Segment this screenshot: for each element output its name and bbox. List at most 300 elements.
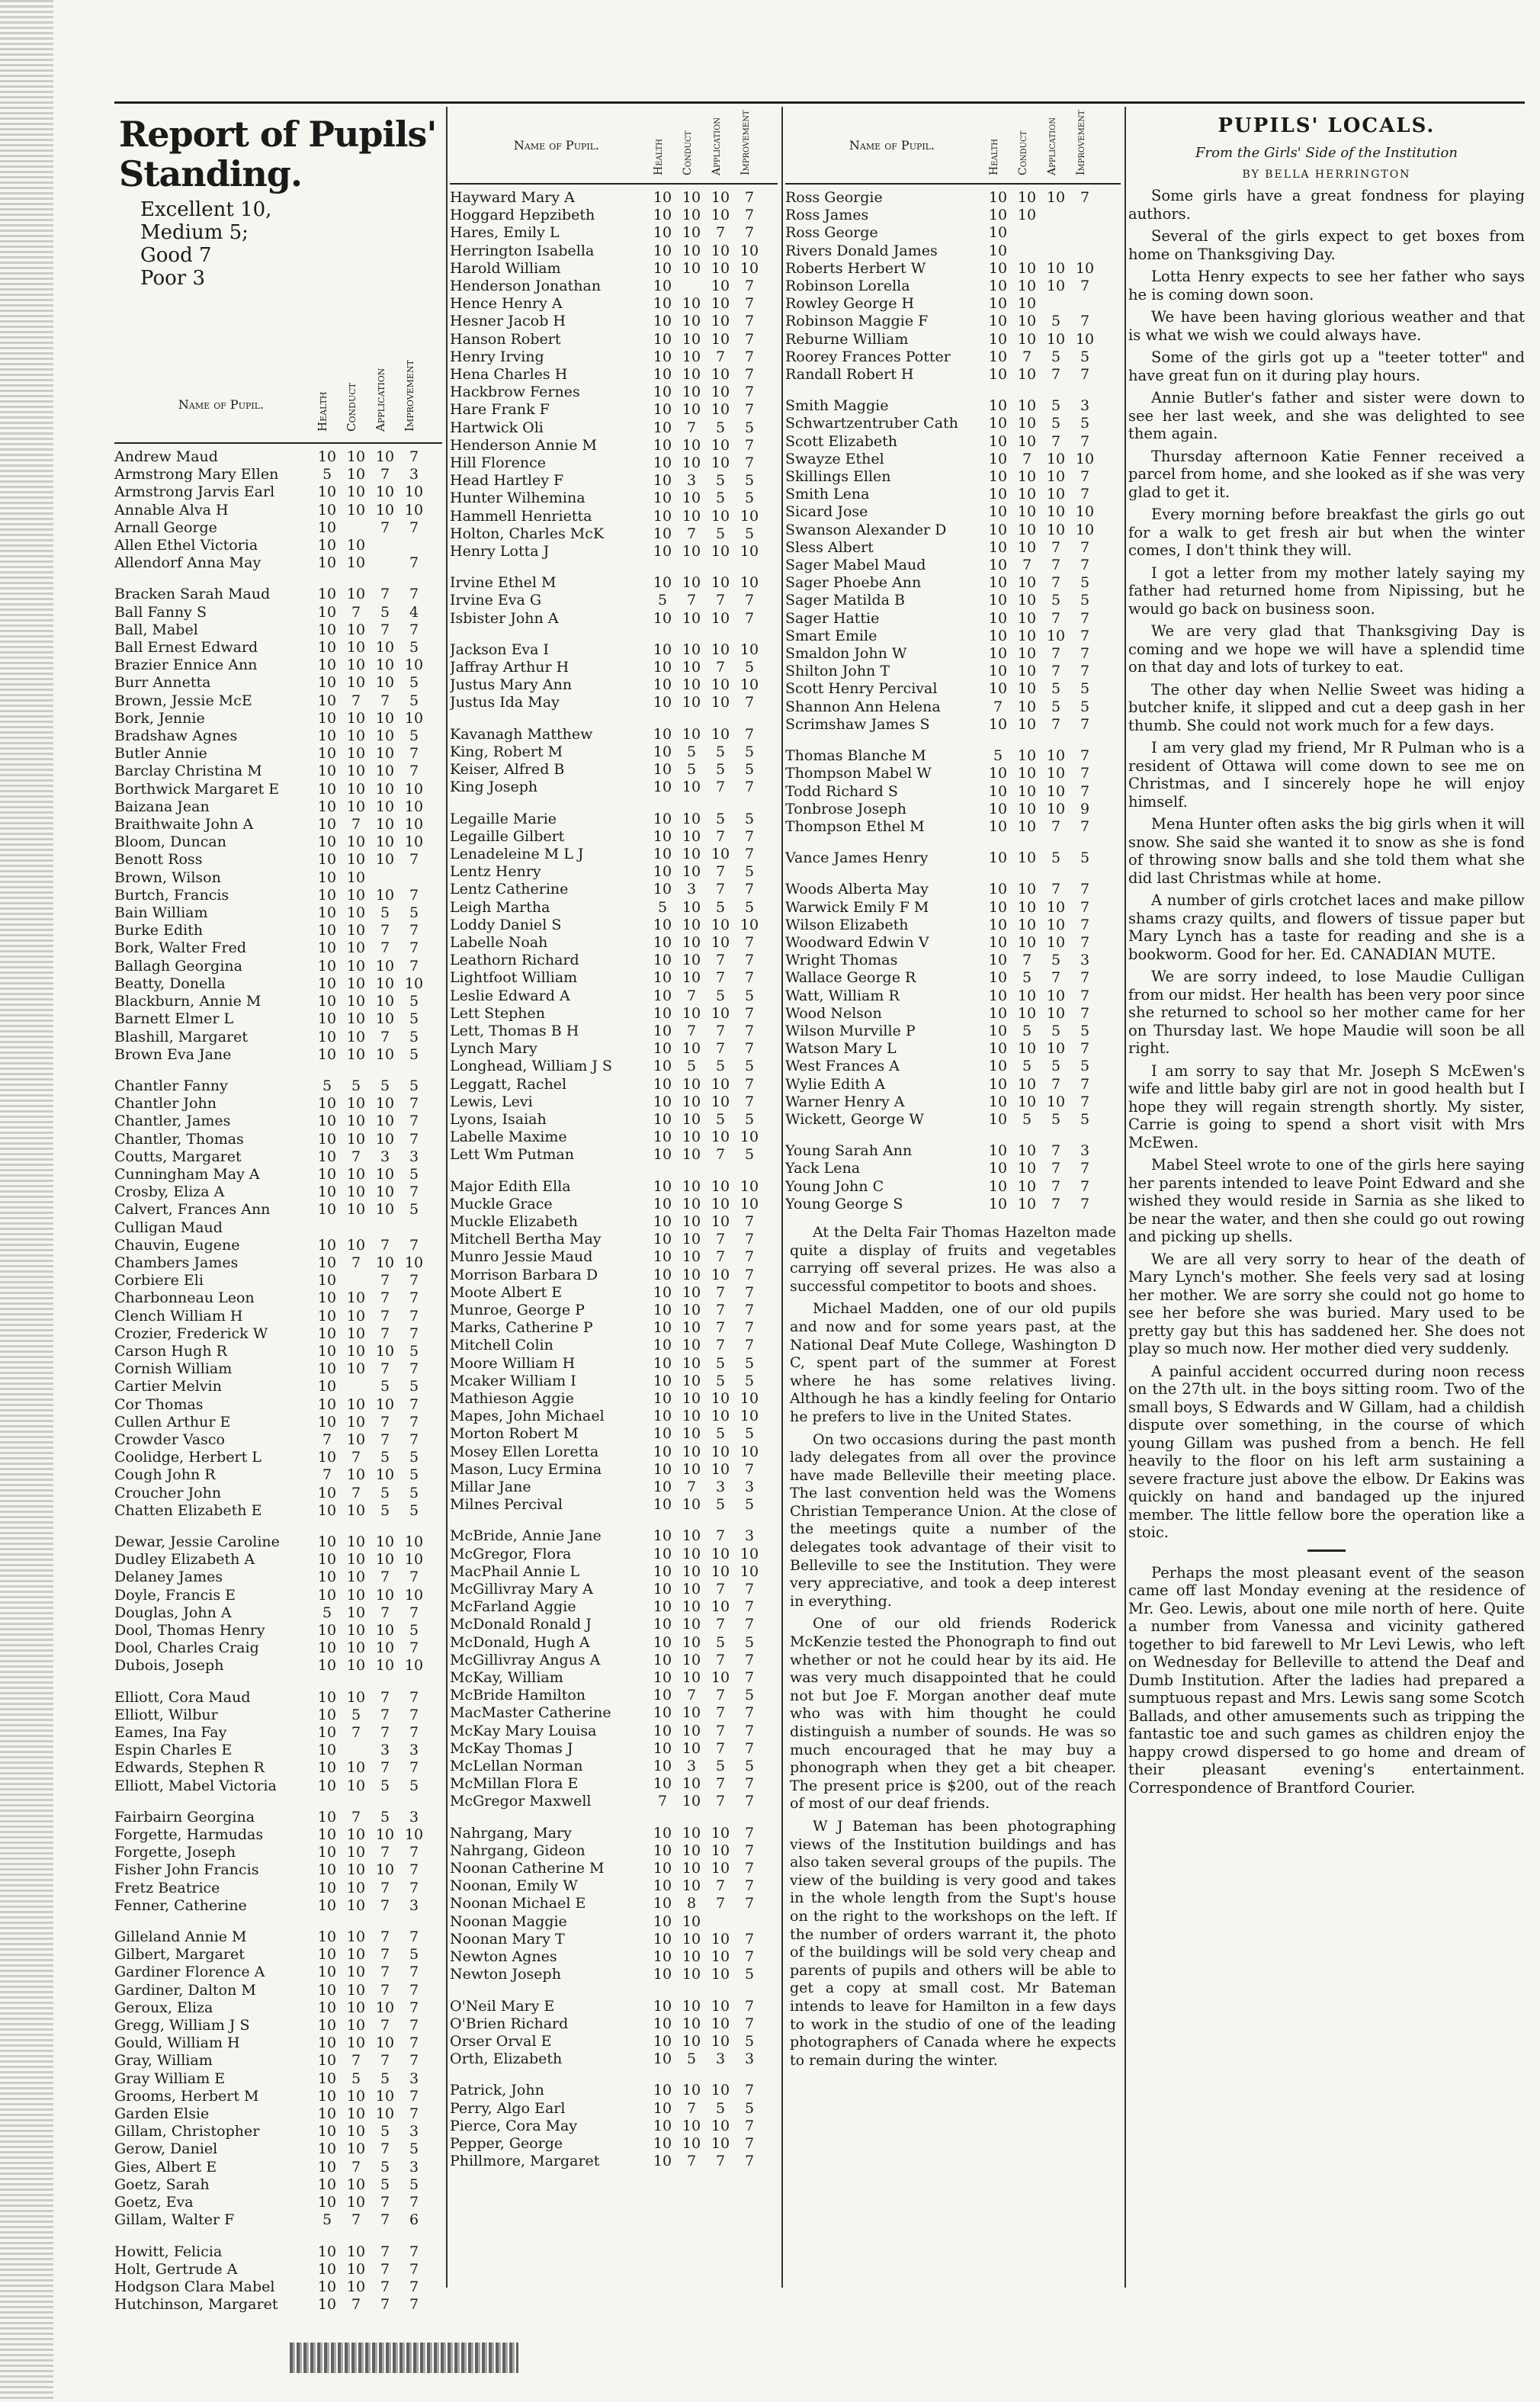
improvement-score: 3 [409,1148,419,1165]
local-item: Some of the girls got up a "teeter totter" and have great fun on it during play hours. [1128,348,1525,384]
pupil-name: Phillmore, Margaret [450,2153,600,2170]
improvement-score: 7 [1080,627,1090,644]
conduct-score: 10 [346,2176,366,2193]
table-row [450,525,778,543]
improvement-score: 5 [409,1449,419,1466]
health-score: 10 [317,1130,337,1148]
table-row [450,779,778,796]
application-score: 7 [715,1877,726,1895]
table-row [785,468,1121,486]
table-row [450,2100,778,2118]
table-row [450,863,778,881]
row-gap [450,712,778,726]
table-row [114,2070,442,2088]
conduct-score: 10 [682,2117,701,2134]
pupil-name: King, Robert M [450,743,563,760]
conduct-score: 7 [686,525,697,542]
improvement-score: 10 [404,1826,424,1844]
health-score: 10 [317,519,337,536]
table-header [450,107,778,185]
pupil-name: Goetz, Sarah [114,2176,210,2193]
improvement-score: 3 [744,2050,755,2068]
improvement-score: 3 [409,1896,419,1914]
application-score [371,537,399,554]
row-gap [785,836,1121,849]
application-score: 10 [1046,450,1066,467]
conduct-score: 10 [1017,397,1037,415]
application-score: 5 [1051,348,1061,365]
application-score: 5 [715,810,726,827]
table-row [114,2296,442,2314]
pupil-name: Chantler John [114,1095,217,1113]
pupil-name: Coolidge, Herbert L [114,1449,261,1466]
health-score: 10 [988,1142,1008,1160]
pupil-name: Andrew Maud [114,448,218,465]
application-score: 5 [715,1354,726,1372]
scan-edge [0,0,53,2402]
application-score: 7 [1051,715,1061,733]
improvement-score: 4 [409,603,419,621]
table-row [114,519,442,537]
pupil-name: Noonan Mary T [450,1930,565,1948]
pupil-name: Hodgson Clara Mabel [114,2278,275,2295]
pupil-name: McBride, Annie Jane [450,1527,602,1545]
improvement-score: 5 [744,2032,755,2050]
conduct-score: 10 [346,2243,366,2260]
application-score: 7 [1051,1142,1061,1160]
table-row [114,2211,442,2229]
pupil-name: Chambers James [114,1254,239,1271]
application-score: 10 [375,709,395,727]
conduct-score: 10 [682,1075,701,1093]
legend-poor: Poor 3 [140,267,205,290]
table-row [450,472,778,490]
application-score: 7 [715,1040,726,1058]
health-score: 10 [317,1113,337,1130]
application-score: 10 [711,2082,730,2099]
application-score: 5 [380,1808,390,1826]
table-row [450,1479,778,1496]
application-score: 10 [1046,1093,1066,1110]
improvement-score: 7 [744,1598,755,1616]
row-gap [450,1514,778,1527]
improvement-score: 5 [409,1378,419,1395]
improvement-score: 7 [744,1231,755,1248]
conduct-score: 10 [346,922,366,939]
application-score: 7 [1051,969,1061,987]
pupil-name: Clench William H [114,1307,243,1325]
application-score: 10 [711,1545,730,1562]
improvement-score: 7 [409,1095,419,1113]
health-score: 10 [317,2158,337,2176]
pupil-name: Holton, Charles McK [450,525,605,542]
conduct-score: 7 [351,2296,361,2314]
table-row [114,2034,442,2052]
table-row [785,592,1121,609]
table-row [450,811,778,828]
application-score: 7 [380,519,390,536]
application-score: 7 [1051,817,1061,835]
improvement-score: 7 [744,224,755,242]
application-score: 10 [711,330,730,348]
conduct-score: 10 [346,1622,366,1639]
health-score: 10 [317,1777,337,1794]
pupil-name: Hammell Henrietta [450,507,592,525]
conduct-score: 10 [346,1236,366,1254]
conduct-score: 10 [346,1759,366,1777]
pupil-name: Noonan, Emily W [450,1877,578,1895]
conduct-score: 7 [351,816,361,833]
table-row [450,1146,778,1164]
table-row [450,1373,778,1390]
conduct-score: 10 [1017,278,1037,295]
conduct-score: 10 [1017,503,1037,521]
table-row [785,260,1121,278]
improvement-score: 10 [740,676,759,694]
conduct-score: 5 [351,1706,361,1723]
table-row [450,1793,778,1810]
conduct-score: 10 [1017,627,1037,644]
health-score: 10 [653,384,672,401]
conduct-score: 10 [682,1633,701,1651]
conduct-score: 10 [346,2034,366,2052]
conduct-score: 10 [1017,1040,1037,1058]
application-score: 7 [380,1706,390,1723]
improvement-score: 7 [1080,765,1090,782]
application-score: 10 [1046,916,1066,933]
conduct-score: 10 [1017,800,1037,817]
table-row [785,610,1121,628]
table-row [785,801,1121,818]
table-row [450,1196,778,1213]
health-score: 10 [988,782,1008,800]
application-score [1041,224,1070,242]
pupil-name: Wright Thomas [785,952,898,969]
application-score: 10 [711,1562,730,1580]
conduct-score: 10 [346,639,366,657]
table-row [785,716,1121,734]
conduct-score: 10 [682,242,701,259]
application-score: 5 [380,1501,390,1519]
application-score: 10 [711,2134,730,2152]
health-score: 10 [653,1633,672,1651]
table-row [785,397,1121,415]
conduct-score: 10 [346,1896,366,1914]
health-score: 10 [317,1501,337,1519]
table-row [450,1093,778,1111]
health-score: 10 [653,259,672,277]
application-score: 7 [380,1431,390,1448]
pupil-name: Arnall George [114,519,217,536]
improvement-score: 7 [1080,1195,1090,1212]
header-improvement: Improvement [740,110,752,175]
application-score: 10 [711,1860,730,1877]
conduct-score: 10 [346,674,366,692]
conduct-score: 10 [682,454,701,472]
table-row [450,1652,778,1669]
conduct-score: 10 [682,641,701,658]
pupil-name: Milnes Percival [450,1496,563,1514]
improvement-score: 7 [744,454,755,472]
table-row [114,1449,442,1466]
health-score: 10 [317,1586,337,1604]
improvement-score: 7 [409,1639,419,1657]
application-score: 7 [1051,1195,1061,1212]
application-score: 10 [711,1004,730,1022]
table-row [450,2135,778,2153]
pupil-name: Lentz Catherine [450,881,569,898]
improvement-score: 10 [740,1545,759,1562]
application-score: 7 [380,1896,390,1914]
application-score: 10 [375,1657,395,1675]
conduct-score: 10 [346,2140,366,2158]
improvement-score: 5 [409,904,419,922]
pupil-name: Jackson Eva I [450,641,550,658]
pupil-name: Brown, Jessie McE [114,692,252,709]
pupil-name: Coutts, Margaret [114,1148,242,1165]
health-score: 5 [322,466,332,483]
improvement-score: 5 [409,1028,419,1045]
pupil-name: Ball Fanny S [114,603,207,621]
application-score: 10 [1046,800,1066,817]
conduct-score: 7 [351,2052,361,2070]
improvement-score: 5 [744,1425,755,1443]
health-score: 10 [317,1946,337,1964]
health-score: 10 [653,1110,672,1128]
health-score: 10 [317,1289,337,1307]
pupil-name: Brazier Ennice Ann [114,657,258,674]
health-score: 10 [988,397,1008,415]
improvement-score: 10 [740,1443,759,1460]
application-score: 10 [711,916,730,933]
application-score: 10 [1046,330,1066,348]
pupil-name: Munro Jessie Maud [450,1248,593,1266]
application-score: 10 [1046,503,1066,521]
improvement-score: 7 [409,1395,419,1413]
pupil-name: Swanson Alexander D [785,521,947,538]
health-score: 10 [317,1861,337,1879]
table-row [450,1527,778,1545]
health-score: 10 [653,2134,672,2152]
health-score: 10 [653,507,672,525]
application-score: 10 [711,694,730,711]
health-score: 10 [653,295,672,313]
conduct-score: 10 [346,586,366,603]
application-score: 7 [715,1283,726,1301]
improvement-score: 7 [1080,969,1090,987]
conduct-score: 10 [682,725,701,743]
improvement-score: 7 [744,1775,755,1793]
local-item: I got a letter from my mother lately saying my father had returned home from Nipissing, but he would go back on business soon. [1128,564,1525,618]
improvement-score: 7 [744,952,755,969]
locals-paragraphs [1128,187,1525,1542]
application-score: 10 [375,975,395,992]
table-row [450,1931,778,1948]
improvement-score: 7 [409,1236,419,1254]
conduct-score: 10 [346,727,366,745]
table-row [114,1272,442,1289]
table-row [785,680,1121,698]
pupil-name: Crosby, Eliza A [114,1183,225,1201]
table-row [785,522,1121,539]
pupil-name: Delaney James [114,1569,223,1586]
table-row [114,710,442,727]
pupil-name: Wylie Edith A [785,1075,886,1093]
table-row [785,189,1121,207]
improvement-score: 7 [744,278,755,295]
application-score: 10 [711,1443,730,1460]
application-score: 10 [711,543,730,560]
table-row [450,987,778,1005]
improvement-score: 7 [409,1325,419,1342]
application-score: 5 [715,1058,726,1075]
improvement-score: 10 [740,259,759,277]
pupil-name: Dudley Elizabeth A [114,1551,255,1569]
table-row [450,1775,778,1793]
health-score: 10 [317,1808,337,1826]
health-score: 10 [653,1354,672,1372]
pupil-name: Forgette, Harmudas [114,1826,264,1844]
improvement-score: 7 [409,1272,419,1289]
table-row [114,2140,442,2158]
health-score: 10 [988,1177,1008,1195]
health-score: 10 [988,468,1008,486]
improvement-score: 7 [744,1301,755,1318]
conduct-score: 10 [1017,663,1037,680]
application-score: 5 [715,1372,726,1389]
pupil-name: Newton Joseph [450,1966,561,1983]
conduct-score: 10 [1017,486,1037,503]
table-row [450,846,778,863]
table-row [114,502,442,519]
table-row [785,1160,1121,1177]
health-score: 10 [317,1183,337,1201]
table-row [114,798,442,816]
conduct-score: 10 [682,1842,701,1859]
health-score: 7 [993,698,1003,715]
conduct-score: 10 [682,366,701,384]
improvement-score: 5 [744,863,755,881]
improvement-score: 7 [744,348,755,365]
improvement-score: 7 [744,1093,755,1110]
pupil-name: Pepper, George [450,2134,563,2152]
health-score: 10 [317,1449,337,1466]
table-row [450,1023,778,1040]
health-score: 10 [988,503,1008,521]
application-score: 10 [375,1551,395,1569]
health-score: 10 [653,1545,672,1562]
improvement-score: 7 [409,2296,419,2314]
improvement-score: 10 [404,833,424,851]
pupil-name: Goetz, Eva [114,2194,194,2211]
health-score: 10 [317,554,337,572]
table-row [785,242,1121,260]
application-score: 7 [380,1272,390,1289]
conduct-score: 10 [682,2032,701,2050]
conduct-score: 10 [682,1390,701,1407]
pupil-name: Isbister John A [450,609,559,627]
health-score: 10 [988,366,1008,384]
application-score [1041,295,1070,313]
improvement-score: 7 [744,1824,755,1842]
application-score: 7 [1051,1075,1061,1093]
conduct-score: 10 [346,1879,366,1896]
health-score: 10 [653,1022,672,1039]
conduct-score: 7 [686,1479,697,1496]
improvement-score: 7 [744,1581,755,1598]
pupil-name: Cullen Arthur E [114,1413,231,1431]
application-score [371,1219,399,1237]
table-row [114,1166,442,1183]
health-score: 10 [653,313,672,330]
application-score: 7 [715,863,726,881]
torn-paper-fragment [290,2343,518,2373]
improvement-score: 7 [1080,1093,1090,1110]
table-row [114,2176,442,2194]
pupil-name: Mcaker William I [450,1372,576,1389]
health-score: 10 [653,987,672,1004]
improvement-score: 10 [404,816,424,833]
improvement-score: 5 [744,1110,755,1128]
locals-byline: BY BELLA HERRINGTON [1242,169,1411,181]
conduct-score: 10 [346,1342,366,1360]
table-row [114,448,442,466]
health-score: 10 [653,1146,672,1164]
pupil-name: Tonbrose Joseph [785,800,907,817]
table-row [114,1707,442,1724]
table-row [450,189,778,207]
improvement-score: 7 [744,2134,755,2152]
pupil-name: Perry, Algo Earl [450,2099,566,2117]
pupil-name: Mitchell Bertha May [450,1231,602,1248]
conduct-score: 10 [1017,574,1037,592]
application-score: 7 [380,1879,390,1896]
improvement-score: 7 [744,1337,755,1354]
conduct-score: 10 [1017,521,1037,538]
health-score: 10 [653,490,672,507]
pupil-name: Labelle Maxime [450,1129,567,1146]
pupil-name: Lenadeleine M L J [450,845,584,862]
conduct-score: 10 [1017,1195,1037,1212]
health-score: 10 [653,609,672,627]
conduct-score: 10 [682,779,701,796]
pupil-name: Newton Agnes [450,1948,557,1966]
pupil-name: Chantler, Thomas [114,1130,244,1148]
health-score: 10 [317,2017,337,2034]
table-row [450,1966,778,1983]
conduct-score: 10 [346,1569,366,1586]
health-score: 10 [653,1372,672,1389]
table-row [450,659,778,676]
pupil-name: Fairbairn Georgina [114,1808,255,1826]
application-score: 10 [375,745,395,763]
pupil-name: Irvine Eva G [450,592,542,609]
improvement-score [1070,295,1099,313]
conduct-score: 10 [682,1912,701,1930]
conduct-score: 10 [346,448,366,465]
table-row [785,818,1121,836]
application-score: 10 [711,2117,730,2134]
pupil-name: Burke Edith [114,922,204,939]
conduct-score: 7 [351,603,361,621]
conduct-score: 10 [346,1964,366,1981]
application-score: 5 [1051,1022,1061,1039]
table-row [114,1551,442,1569]
application-score: 7 [380,466,390,483]
health-score: 10 [653,694,672,711]
pupil-name: Scott Elizabeth [785,432,898,450]
pupil-name: Garden Elsie [114,2105,210,2123]
